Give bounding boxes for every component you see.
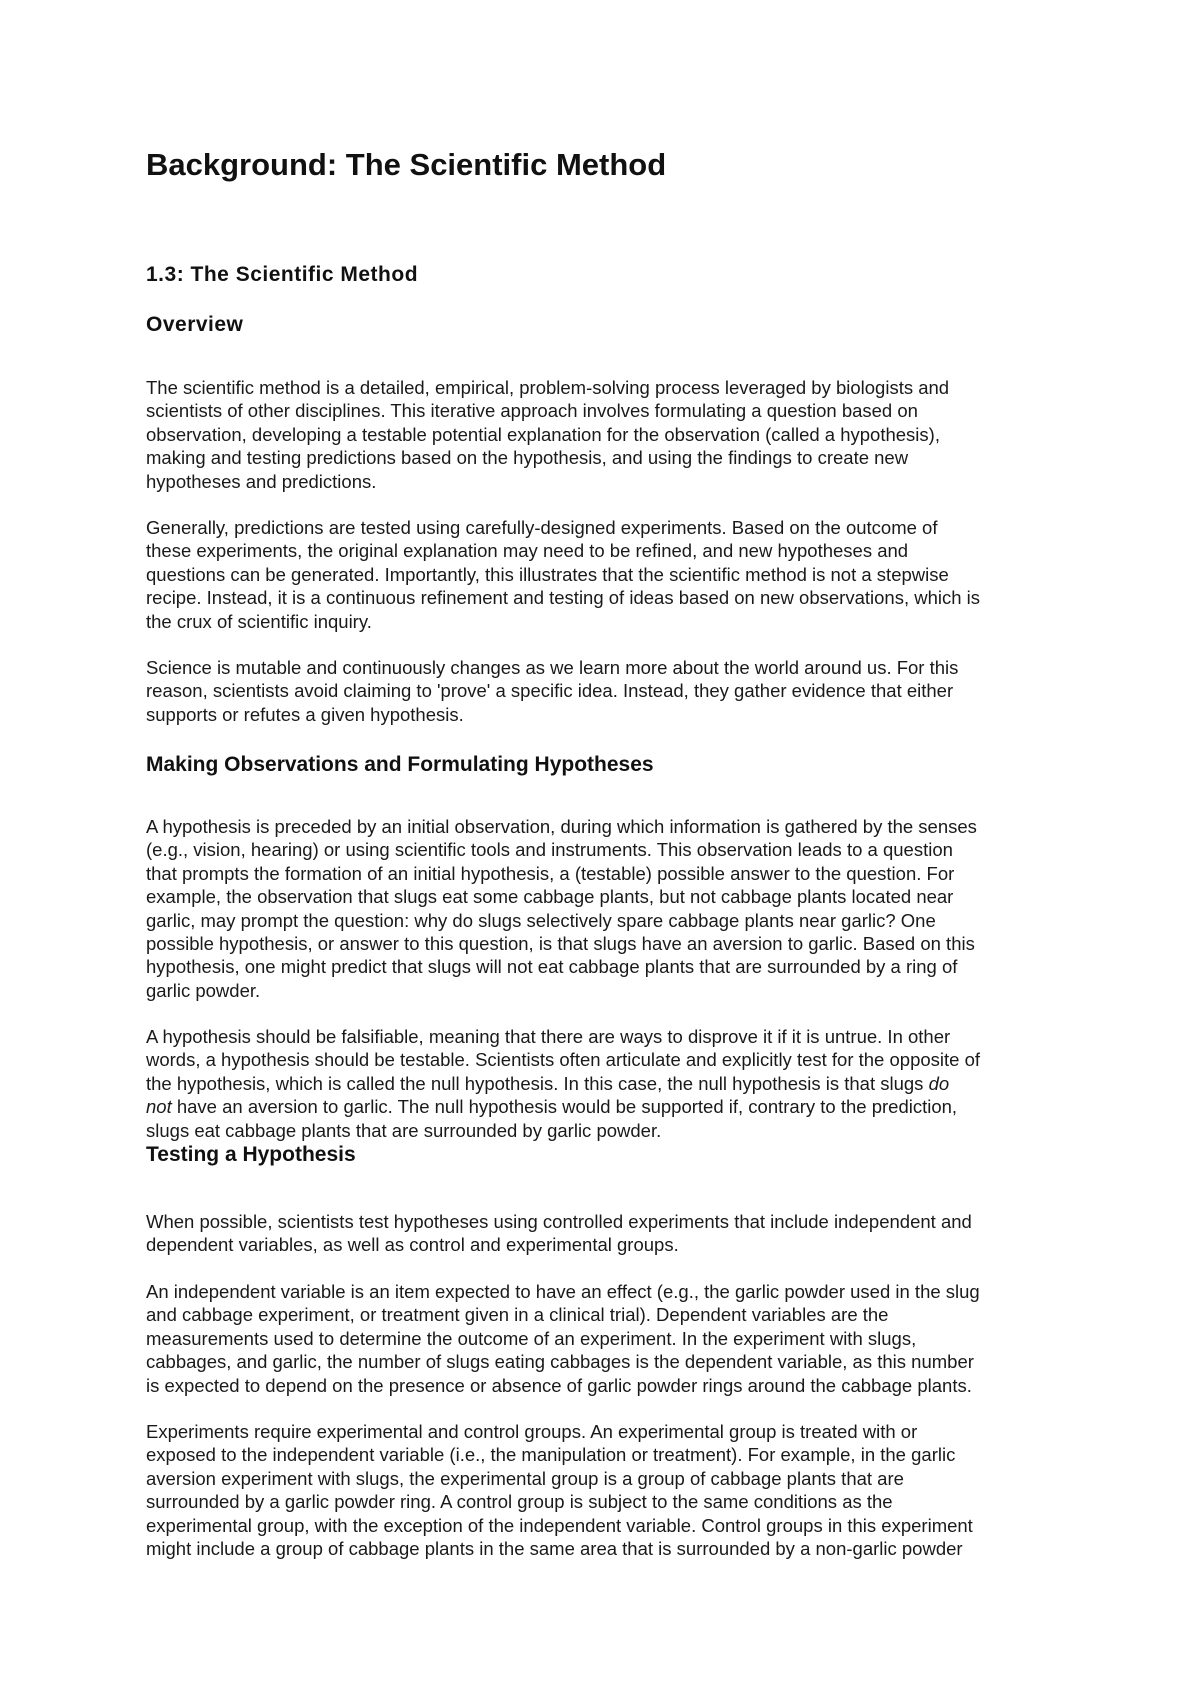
text-line: and cabbage experiment, or treatment given in a clinical trial). Dependent variables are the (146, 1304, 889, 1326)
emphasis-text: not (146, 1096, 172, 1118)
text-line: Generally, predictions are tested using carefully-designed experiments. Based on the outcome of (146, 517, 938, 538)
text-line: Experiments require experimental and control groups. An experimental group is treated with or (146, 1421, 918, 1442)
text-line: garlic powder. (146, 979, 261, 1001)
text-line: supports or refutes a given hypothesis. (146, 703, 464, 725)
section-heading: 1.3: The Scientific Method (146, 263, 419, 286)
text-segment: the hypothesis, which is called the null hypothesis. In this case, the null hypothesis is that slugs (146, 1072, 929, 1094)
text-line (146, 1095, 1066, 1118)
text-line: surrounded by a garlic powder ring. A control group is subject to the same conditions as the (146, 1491, 893, 1513)
text-segment: have an aversion to garlic. The null hypothesis would be supported if, contrary to the prediction, (171, 1096, 958, 1118)
text-line: recipe. Instead, it is a continuous refinement and testing of ideas based on new observations, which is (146, 587, 981, 609)
falsifiable-paragraph (146, 1025, 1066, 1142)
text-line: A hypothesis is preceded by an initial observation, during which information is gathered by the senses (146, 816, 977, 837)
text-line: making and testing predictions based on the hypothesis, and using the findings to create new (146, 447, 909, 469)
document-title: Background: The Scientific Method (146, 147, 667, 182)
overview-paragraph-1 (146, 376, 1066, 493)
text-line: A hypothesis should be falsifiable, meaning that there are ways to disprove it if it is untrue. In other (146, 1026, 951, 1047)
text-line: hypotheses and predictions. (146, 470, 377, 492)
text-line: cabbages, and garlic, the number of slugs eating cabbages is the dependent variable, as this number (146, 1351, 974, 1373)
text-line: example, the observation that slugs eat some cabbage plants, but not cabbage plants located near (146, 886, 954, 908)
testing-heading: Testing a Hypothesis (146, 1143, 356, 1166)
text-line: these experiments, the original explanation may need to be refined, and new hypotheses and (146, 540, 909, 562)
text-line: hypothesis, one might predict that slugs will not eat cabbage plants that are surrounded by a ring of (146, 956, 958, 978)
testing-paragraph-3 (146, 1420, 1066, 1560)
text-line: the crux of scientific inquiry. (146, 610, 372, 632)
text-line: scientists of other disciplines. This iterative approach involves formulating a question based on (146, 400, 918, 422)
observations-heading: Making Observations and Formulating Hypotheses (146, 753, 654, 776)
text-line: aversion experiment with slugs, the experimental group is a group of cabbage plants that are (146, 1467, 904, 1489)
observations-paragraph-1 (146, 815, 1066, 1002)
text-line: reason, scientists avoid claiming to 'prove' a specific idea. Instead, they gather evidence that either (146, 680, 954, 702)
text-line: An independent variable is an item expected to have an effect (e.g., the garlic powder used in the slug (146, 1281, 980, 1302)
text-line (146, 1072, 1066, 1095)
text-line: experimental group, with the exception of the independent variable. Control groups in this experiment (146, 1514, 973, 1536)
overview-paragraph-3 (146, 656, 1066, 726)
text-line: words, a hypothesis should be testable. Scientists often articulate and explicitly test for the opposite of (146, 1049, 980, 1071)
overview-heading: Overview (146, 313, 244, 336)
text-line: The scientific method is a detailed, empirical, problem-solving process leveraged by biologists and (146, 377, 950, 398)
text-line: dependent variables, as well as control and experimental groups. (146, 1234, 679, 1256)
emphasis-text: do (928, 1072, 950, 1094)
text-line: garlic, may prompt the question: why do slugs selectively spare cabbage plants near garlic? One (146, 909, 936, 931)
text-line: measurements used to determine the outcome of an experiment. In the experiment with slugs, (146, 1327, 917, 1349)
text-line: observation, developing a testable potential explanation for the observation (called a hypothesis), (146, 423, 940, 445)
text-line: Science is mutable and continuously changes as we learn more about the world around us. For this (146, 657, 959, 678)
text-line: might include a group of cabbage plants in the same area that is surrounded by a non-garlic powder (146, 1538, 963, 1560)
text-line: When possible, scientists test hypotheses using controlled experiments that include independent and (146, 1211, 972, 1232)
overview-paragraph-2 (146, 516, 1066, 633)
text-line: questions can be generated. Importantly, this illustrates that the scientific method is not a stepwise (146, 563, 949, 585)
text-line: that prompts the formation of an initial hypothesis, a (testable) possible answer to the question. For (146, 862, 955, 884)
text-line: is expected to depend on the presence or absence of garlic powder rings around the cabbage plants. (146, 1374, 972, 1396)
testing-paragraph-1 (146, 1210, 1066, 1257)
text-line: slugs eat cabbage plants that are surrounded by garlic powder. (146, 1119, 662, 1141)
text-line: exposed to the independent variable (i.e., the manipulation or treatment). For example, in the garlic (146, 1444, 956, 1466)
testing-paragraph-2 (146, 1280, 1066, 1397)
text-line: (e.g., vision, hearing) or using scientific tools and instruments. This observation leads to a question (146, 839, 953, 861)
text-line: possible hypothesis, or answer to this question, is that slugs have an aversion to garlic. Based on this (146, 933, 975, 955)
